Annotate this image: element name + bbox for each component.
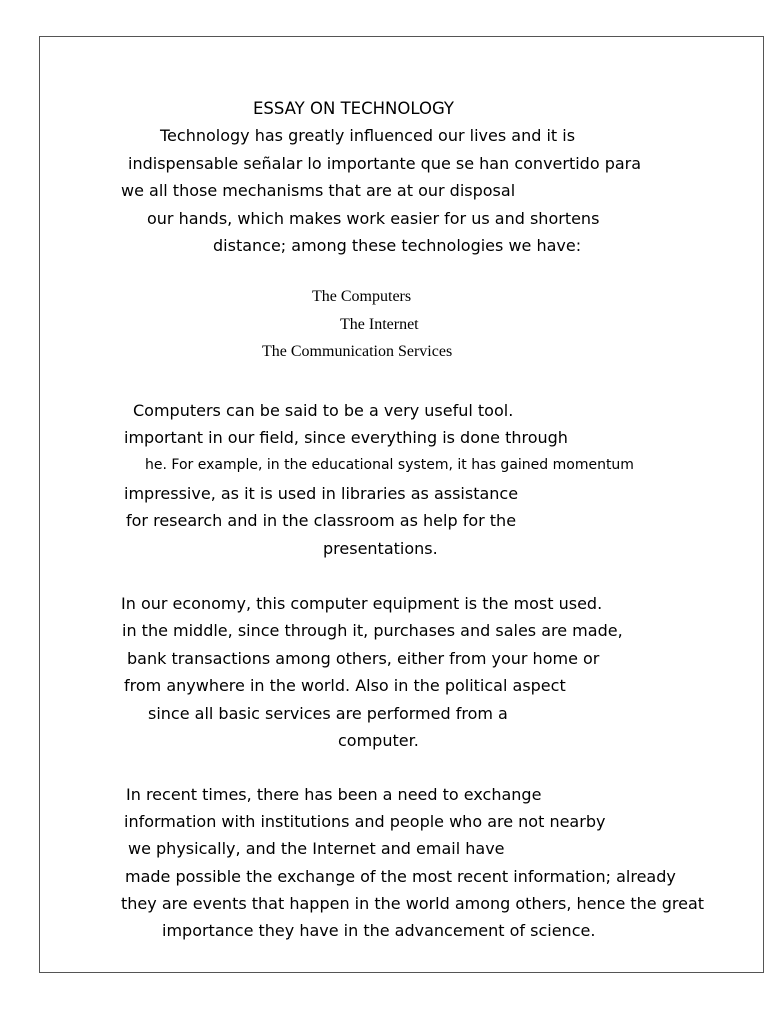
recent-paragraph-line: information with institutions and people who are not nearby	[124, 812, 606, 831]
computers-paragraph-line: important in our field, since everything is done through	[124, 428, 568, 447]
intro-line: our hands, which makes work easier for us and shortens	[147, 209, 600, 228]
intro-line: distance; among these technologies we have:	[213, 236, 582, 255]
intro-line: we all those mechanisms that are at our disposal	[121, 181, 516, 200]
computers-paragraph-line: for research and in the classroom as help for the	[126, 511, 517, 530]
economy-paragraph-line: computer.	[338, 731, 419, 750]
recent-paragraph-line: we physically, and the Internet and email have	[128, 839, 505, 858]
technology-item: The Communication Services	[262, 343, 453, 360]
economy-paragraph-line: in the middle, since through it, purchases and sales are made,	[122, 621, 623, 640]
economy-paragraph-line: from anywhere in the world. Also in the political aspect	[124, 676, 566, 695]
economy-paragraph-line: bank transactions among others, either from your home or	[127, 649, 600, 668]
recent-paragraph-line: importance they have in the advancement of science.	[162, 921, 596, 940]
recent-paragraph-line: made possible the exchange of the most recent information; already	[125, 867, 676, 886]
technology-item: The Computers	[312, 288, 412, 305]
computers-paragraph-line: presentations.	[323, 539, 438, 558]
technology-item: The Internet	[340, 316, 419, 333]
computers-paragraph-line: Computers can be said to be a very useful tool.	[133, 401, 514, 420]
recent-paragraph-line: In recent times, there has been a need to exchange	[126, 785, 542, 804]
computers-paragraph-line: impressive, as it is used in libraries as assistance	[124, 484, 519, 503]
intro-line: Technology has greatly influenced our lives and it is	[160, 126, 576, 145]
economy-paragraph-line: In our economy, this computer equipment is the most used.	[121, 594, 603, 613]
intro-line: indispensable señalar lo importante que se han convertido para	[128, 154, 642, 173]
computers-paragraph-line: he. For example, in the educational system, it has gained momentum	[145, 457, 634, 473]
economy-paragraph-line: since all basic services are performed from a	[148, 704, 508, 723]
recent-paragraph-line: they are events that happen in the world among others, hence the great	[121, 894, 705, 913]
essay-title: ESSAY ON TECHNOLOGY	[253, 99, 454, 118]
page-border	[39, 36, 764, 973]
